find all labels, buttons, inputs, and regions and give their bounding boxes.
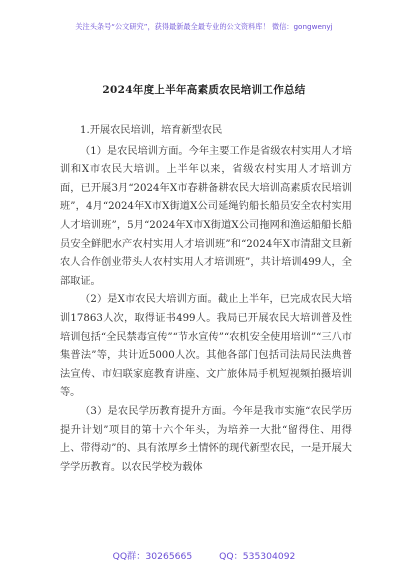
qq-number: QQ：535304092 [219,551,296,562]
document-body [60,122,352,477]
paragraph-education: （3）是农民学历教育提升方面。今年是我市实施“农民学历提升计划”项目的第十六个年头，为培养一大批“留得住、用得上、带得动”的、具有浓厚乡土情怀的现代新型农民，一是开展大学学历教育。以农民学校为载体 [60,405,352,473]
document-title: 2024年度上半年高素质农民培训工作总结 [102,84,306,96]
section-heading: 1.开展农民培训，培育新型农民 [80,125,223,136]
paragraph-farmer-training: （1）是农民培训方面。今年主要工作是省级农村实用人才培训和X市农民大培训。上半年以来，省级农村实用人才培训方面，已开展3月“2024年X市春耕备耕农民大培训高素质农民培训班”，4月“2024年X市X街道X公司延绳钓船长船员安全农村实用人才培训班”，5月“2024年X市X街道X公司拖网和渔运船船长船员安全鲜肥水产农村实用人才培训班”和“2024年X市清甜文旦新农人合作创业带头人农村实用人才培训班”，共计培训499人，全部取证。 [60,145,352,287]
qq-group-number: QQ群：30265665 [112,551,193,562]
promo-banner: 关注头条号“公文研究”，获得最新最全最专业的公文资料库！ 微信：gongwenyj [75,22,333,31]
contact-footer [0,548,408,562]
paragraph-big-training: （2）是X市农民大培训方面。截止上半年，已完成农民大培训17863人次，取得证书499人。我局已开展农民大培训普及性培训包括“全民禁毒宣传”“节水宣传”“农机安全使用培训”“三八市集普法”等，共计近5000人次。其他各部门包括司法局民法典普法宣传、市妇联家庭教育讲座、文广旅体局手机短视频拍摄培训等。 [60,294,352,399]
